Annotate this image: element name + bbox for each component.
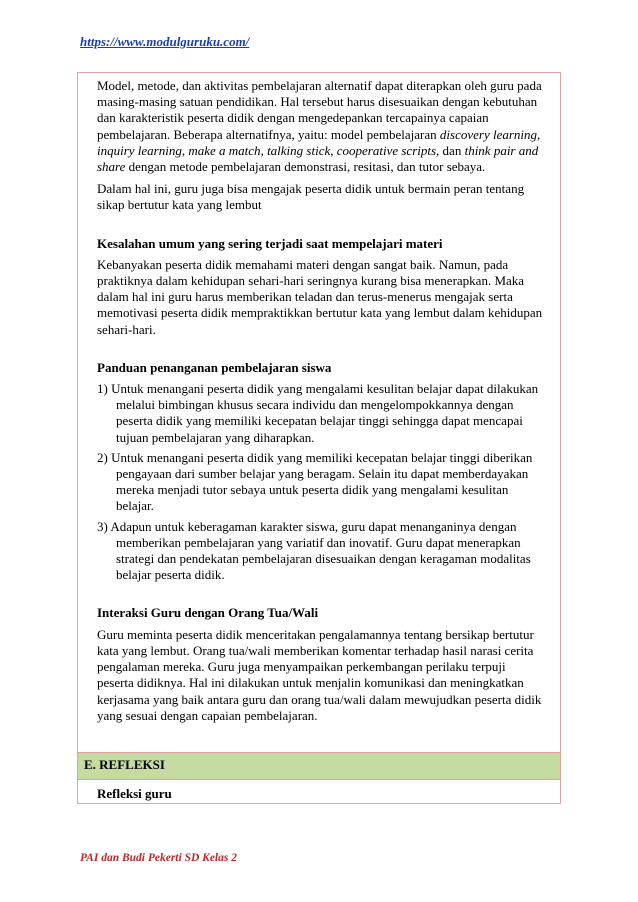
intro-sep: dan bbox=[439, 142, 465, 158]
guidance-item-3: 3) Adapun untuk keberagaman karakter siswa, guru dapat menanganinya dengan memberikan pembelajaran yang variatif dan inovatif. Guru dapat menerapkan strategi dan pendekatan pembelajaran disesuaikan dengan keragaman modalitas belajar peserta didik. bbox=[97, 518, 531, 583]
guidance-item-2: 2) Untuk menangani peserta didik yang memiliki kecepatan belajar tinggi diberikan pengayaan dari sumber belajar yang beragam. Selain itu dapat memberdayakan mereka menjadi tutor sebaya untuk peserta didik yang mengalami kesulitan belajar. bbox=[97, 449, 533, 514]
main-content bbox=[97, 78, 543, 730]
reflection-subtitle: Refleksi guru bbox=[97, 786, 172, 801]
intro-em-think-pair: think pair and share bbox=[97, 142, 539, 175]
intro-em-talking-stick: talking stick bbox=[267, 142, 331, 158]
page-footer: PAI dan Budi Pekerti SD Kelas 2 bbox=[80, 852, 237, 864]
guidance-item-1: 1) Untuk menangani peserta didik yang mengalami kesulitan belajar dapat dilakukan melalui bimbingan khusus secara individu dan mengelompokkannya dengan peserta didik yang memiliki kecepatan belajar tinggi sehingga dapat mencapai tujuan pembelajaran yang diharapkan. bbox=[97, 381, 539, 445]
intro-em-discovery: discovery learning, inquiry learning bbox=[97, 126, 541, 158]
intro-sep: , bbox=[181, 142, 189, 158]
intro-em-cooperative: cooperative scripts, bbox=[336, 142, 440, 158]
intro-sep: , bbox=[330, 142, 337, 158]
section-title-guidance: Panduan penanganan pembelajaran siswa bbox=[97, 359, 332, 375]
section-title-parents: Interaksi Guru dengan Orang Tua/Wali bbox=[97, 605, 319, 621]
intro-sep: , bbox=[260, 142, 268, 158]
intro-em-make-a-match: make a match bbox=[188, 142, 261, 158]
intro-text: Model, metode, dan aktivitas pembelajaran alternatif dapat diterapkan oleh guru pada masing-masing satuan pendidikan. Hal tersebut harus disesuaikan dengan kebutuhan dan karakteristik peserta didik dengan mengedepankan tercapainya capaian pembelajaran. Beberapa alternatifnya, yaitu: model pembelajaran bbox=[97, 78, 542, 142]
intro-text-end: dengan metode pembelajaran demonstrasi, resitasi, dan tutor sebaya. bbox=[125, 159, 486, 175]
reflection-title: E. REFLEKSI bbox=[84, 757, 165, 772]
section-title-mistakes: Kesalahan umum yang sering terjadi saat mempelajari materi bbox=[97, 235, 443, 251]
intro-paragraph bbox=[97, 78, 543, 175]
section-body-parents: Guru meminta peserta didik menceritakan pengalamannya tentang bersikap bertutur kata yang lembut. Orang tua/wali memberikan komentar terhadap hasil narasi cerita pengalaman mereka. Guru juga menyampaikan perkembangan perilaku terpuji peserta didiknya. Hal ini dilakukan untuk menjalin komunikasi dan meningkatkan kerjasama yang baik antara guru dan orang tua/wali dalam mewujudkan peserta didik yang sesuai dengan capaian pembelajaran. bbox=[97, 626, 542, 723]
section-body-mistakes: Kebanyakan peserta didik memahami materi dengan sangat baik. Namun, pada praktiknya dalam kehidupan sehari-hari seringnya kurang bisa menerapkan. Maka dalam hal ini guru harus memberikan teladan dan terus-menerus mengajak serta memotivasi peserta didik mempraktikkan bertutur kata yang lembut dalam kehidupan sehari-hari. bbox=[97, 256, 543, 337]
header-url-link[interactable]: https://www.modulguruku.com/ bbox=[80, 34, 250, 49]
role-play-paragraph: Dalam hal ini, guru juga bisa mengajak peserta didik untuk bermain peran tentang sikap bertutur kata yang lembut bbox=[97, 181, 525, 213]
